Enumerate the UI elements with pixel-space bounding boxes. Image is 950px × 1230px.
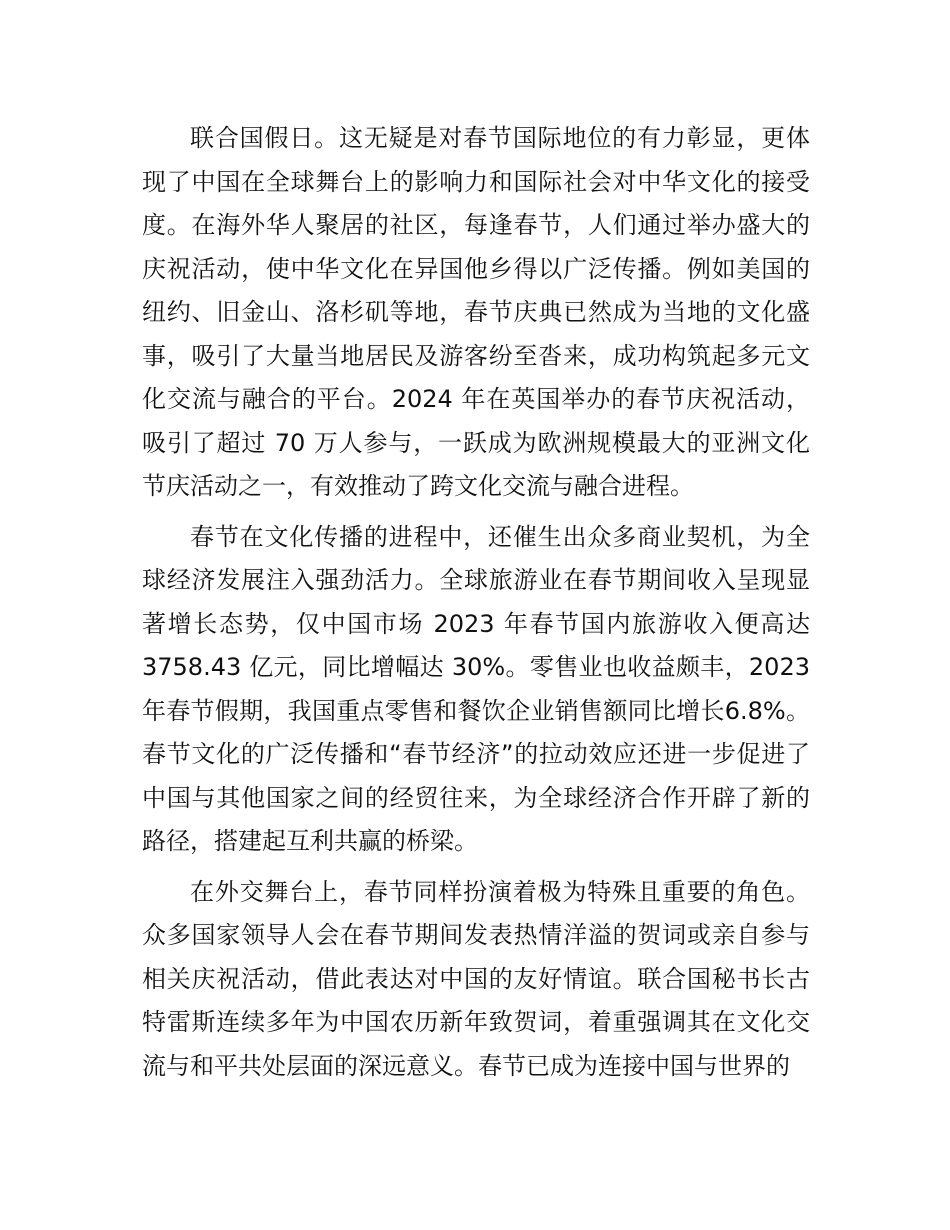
paragraph-spring-festival-economy: 春节在文化传播的进程中，还催生出众多商业契机，为全球经济发展注入强劲活力。全球旅游业在春节期间收入呈现显著增长态势，仅中国市场 2023 年春节国内旅游收入便高达3758.43 亿元，同比增幅达 30%。零售业也收益颇丰，2023 年春节假期，我国重点零售和餐饮企业销售额同比增长6.8%。春节文化的广泛传播和“春节经济”的拉动效应还进一步促进了中国与其他国家之间的经贸往来，为全球经济合作开辟了新的路径，搭建起互利共赢的桥梁。 (142, 522, 810, 855)
document-body (142, 117, 810, 1088)
paragraph-diplomacy: 在外交舞台上，春节同样扮演着极为特殊且重要的角色。众多国家领导人会在春节期间发表热情洋溢的贺词或亲自参与相关庆祝活动，借此表达对中国的友好情谊。联合国秘书长古特雷斯连续多年为中国农历新年致贺词，着重强调其在文化交流与和平共处层面的深远意义。春节已成为连接中国与世界的 (142, 877, 810, 1080)
paragraph-international-celebrations: 联合国假日。这无疑是对春节国际地位的有力彰显，更体现了中国在全球舞台上的影响力和国际社会对中华文化的接受度。在海外华人聚居的社区，每逢春节，人们通过举办盛大的庆祝活动，使中华文化在异国他乡得以广泛传播。例如美国的纽约、旧金山、洛杉矶等地，春节庆典已然成为当地的文化盛事，吸引了大量当地居民及游客纷至沓来，成功构筑起多元文化交流与融合的平台。2024 年在英国举办的春节庆祝活动，吸引了超过 70 万人参与，一跃成为欧洲规模最大的亚洲文化节庆活动之一，有效推动了跨文化交流与融合进程。 (142, 124, 810, 500)
